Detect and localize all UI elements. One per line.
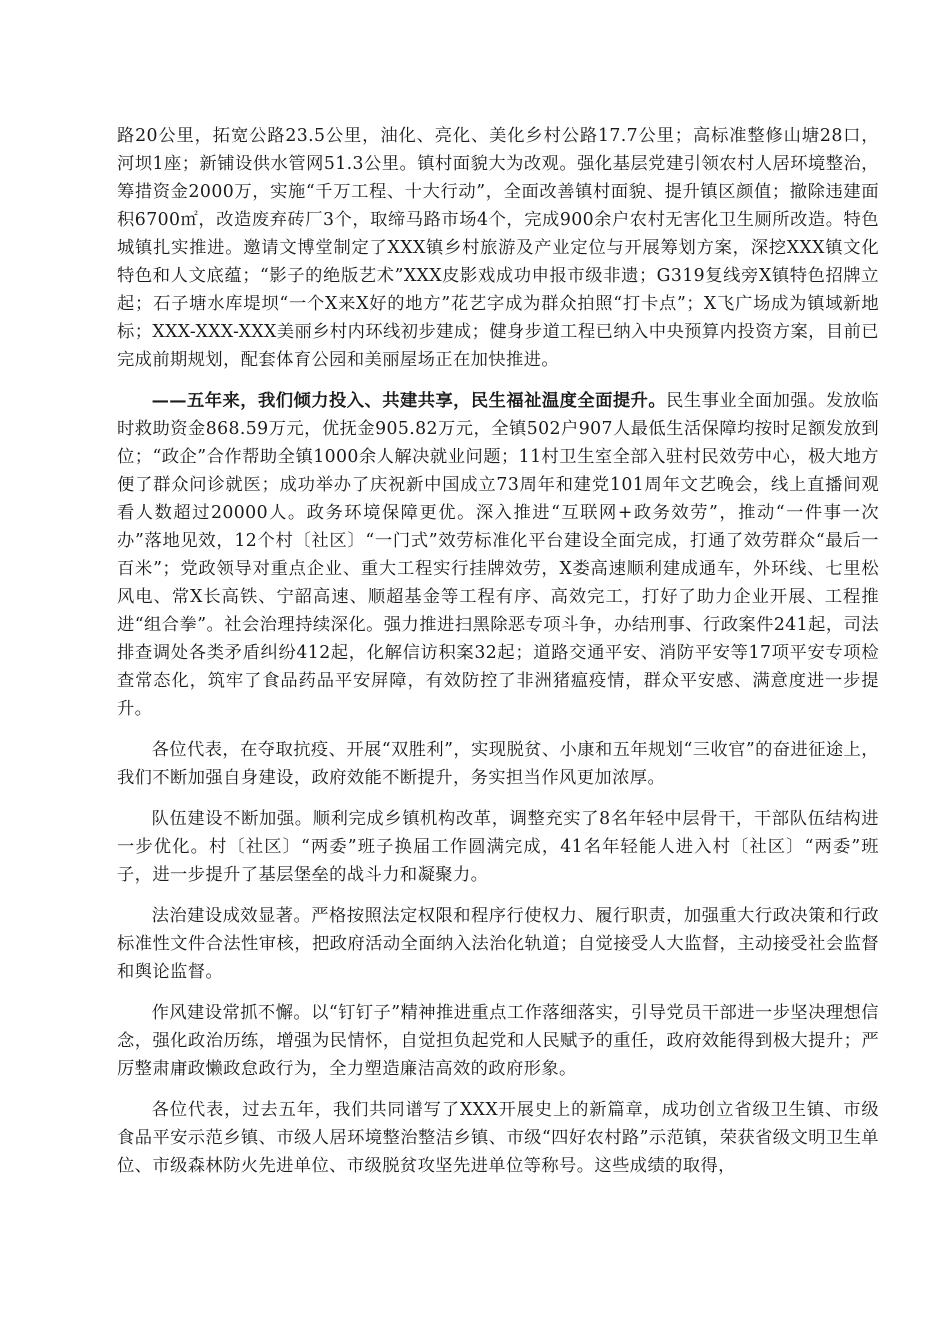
paragraph-text: 作风建设常抓不懈。以“钉钉子”精神推进重点工作落细落实，引导党员干部进一步坚决理想信念，强化政治历练，增强为民情怀，自觉担负起党和人民赋予的重任，政府效能得到极大提升；严厉整肃庸政懒政怠政行为，全力塑造廉洁高效的政府形象。	[117, 1003, 879, 1079]
paragraph-text: 各位代表，过去五年，我们共同谱写了XXX开展史上的新篇章，成功创立省级卫生镇、市级食品平安示范乡镇、市级人居环境整治整洁乡镇、市级“四好农村路”示范镇，荣获省级文明卫生单位、市级森林防火先进单位、市级脱贫攻坚先进单位等称号。这些成绩的取得，	[117, 1100, 879, 1176]
paragraph-text: 各位代表，在夺取抗疫、开展“双胜利”，实现脱贫、小康和五年规划“三收官”的奋进征途上，我们不断加强自身建设，政府效能不断提升，务实担当作风更加浓厚。	[117, 740, 879, 788]
paragraph-text: 队伍建设不断加强。顺利完成乡镇机构改革，调整充实了8名年轻中层骨干，干部队伍结构进一步优化。村〔社区〕“两委”班子换届工作圆满完成，41名年轻能人进入村〔社区〕“两委”班子，进一步提升了基层堡垒的战斗力和凝聚力。	[117, 809, 879, 885]
paragraph-team-building	[117, 805, 879, 889]
paragraph-livelihood	[117, 387, 879, 723]
paragraph-text: 民生事业全面加强。发放临时救助资金868.59万元，优抚金905.82万元，全镇502户907人最低生活保障均按时足额发放到位；“政企”合作帮助全镇1000余人解决就业问题；11村卫生室全部入驻村民效劳中心，极大地方便了群众问诊就医；成功举办了庆祝新中国成立73周年和建党101周年文艺晚会，线上直播间观看人数超过20000人。政务环境保障更优。深入推进“互联网+政务效劳”，推动“一件事一次办”落地见效，12个村〔社区〕“一门式”效劳标准化平台建设全面完成，打通了效劳群众“最后一百米”；党政领导对重点企业、重大工程实行挂牌效劳，X娄高速顺利建成通车，外环线、七里松风电、常X长高铁、宁韶高速、顺超基金等工程有序、高效完工，打好了助力企业开展、工程推进“组合拳”。社会治理持续深化。强力推进扫黑除恶专项斗争，办结刑事、行政案件241起，司法排查调处各类矛盾纠纷412起，化解信访积案32起；道路交通平安、消防平安等17项平安专项检查常态化，筑牢了食品药品平安屏障，有效防控了非洲猪瘟疫情，群众平安感、满意度进一步提升。	[117, 391, 879, 719]
paragraph-text: 法治建设成效显著。严格按照法定权限和程序行使权力、履行职责，加强重大行政决策和行政标准性文件合法性审核，把政府活动全面纳入法治化轨道；自觉接受人大监督，主动接受社会监督和舆论监督。	[117, 906, 879, 982]
paragraph-rule-of-law	[117, 902, 879, 986]
paragraph-infrastructure	[117, 122, 879, 374]
paragraph-heading: ——五年来，我们倾力投入、共建共享，民生福祉温度全面提升。	[151, 391, 667, 411]
paragraph-text: 路20公里，拓宽公路23.5公里，油化、亮化、美化乡村公路17.7公里；高标准整修山塘28口，河坝1座；新铺设供水管网51.3公里。镇村面貌大为改观。强化基层党建引领农村人居环境整治，筹措资金2000万，实施“千万工程、十大行动”，全面改善镇村面貌、提升镇区颜值；撤除违建面积6700㎡，改造废弃砖厂3个，取缔马路市场4个，完成900余户农村无害化卫生厕所改造。特色城镇扎实推进。邀请文博堂制定了XXX镇乡村旅游及产业定位与开展筹划方案，深挖XXX镇文化特色和人文底蕴；“影子的绝版艺术”XXX皮影戏成功申报市级非遗；G319复线旁X镇特色招牌立起；石子塘水库堤坝“一个X来X好的地方”花艺字成为群众拍照“打卡点”；X飞广场成为镇域新地标；XXX-XXX-XXX美丽乡村内环线初步建成；健身步道工程已纳入中央预算内投资方案，目前已完成前期规划，配套体育公园和美丽屋场正在加快推进。	[117, 126, 879, 370]
paragraph-achievements	[117, 1096, 879, 1180]
document-body	[117, 122, 879, 1193]
paragraph-self-building	[117, 736, 879, 792]
paragraph-work-style	[117, 999, 879, 1083]
